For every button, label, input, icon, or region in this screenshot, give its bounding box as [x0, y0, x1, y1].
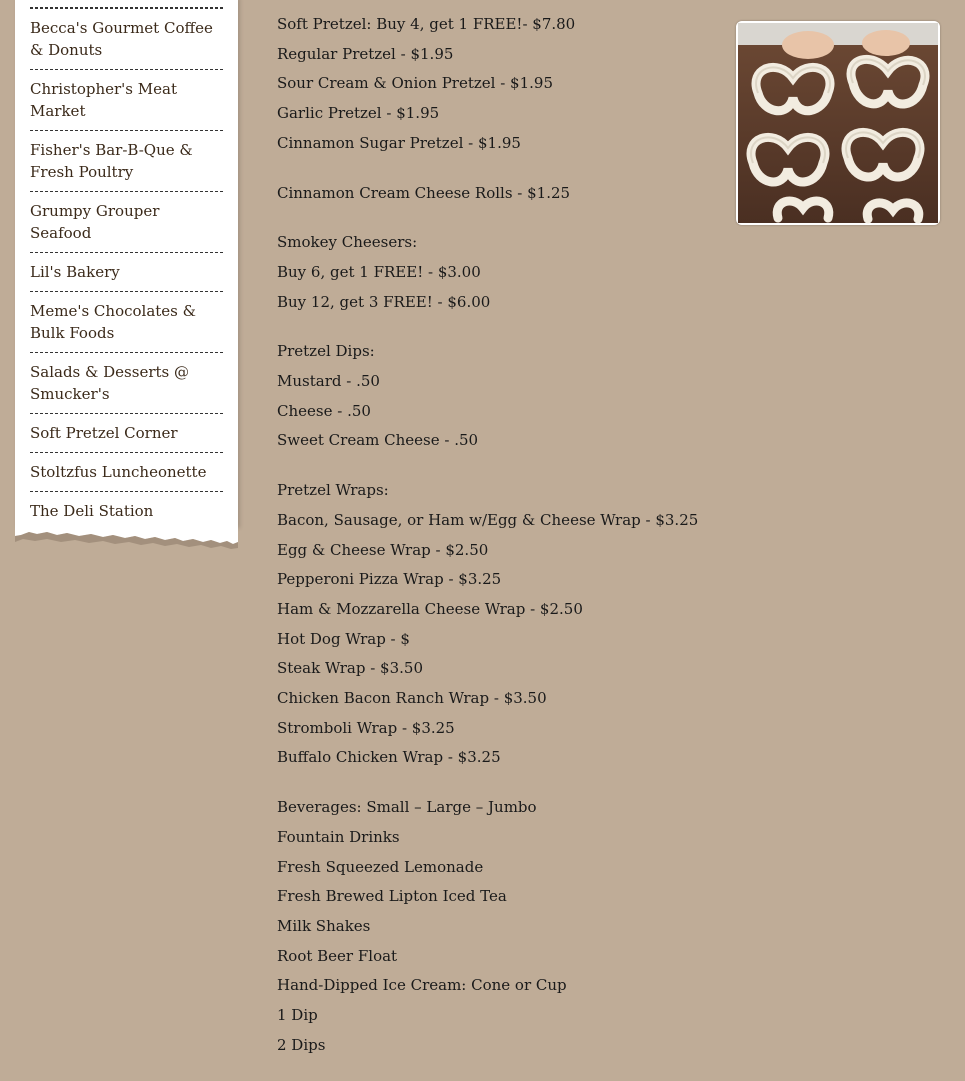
sidebar-link[interactable]: Fisher's Bar-B-Que & Fresh Poultry: [30, 141, 193, 181]
menu-line: 1 Dip: [277, 1006, 318, 1025]
menu-line: Chicken Bacon Ranch Wrap - $3.50: [277, 689, 547, 708]
sidebar-item-beccas[interactable]: [30, 8, 223, 69]
sidebar-link[interactable]: Becca's Gourmet Coffee & Donuts: [30, 19, 213, 59]
sidebar-item-christophers[interactable]: [30, 69, 223, 130]
menu-line: Hot Dog Wrap - $: [277, 629, 410, 648]
menu-line: Fresh Brewed Lipton Iced Tea: [277, 887, 507, 906]
menu-line: Soft Pretzel: Buy 4, get 1 FREE!- $7.80: [277, 15, 576, 33]
menu-heading: Smokey Cheesers:: [277, 233, 418, 252]
menu-content: [277, 10, 717, 1081]
sidebar-item-fishers[interactable]: [30, 130, 223, 191]
menu-line: Sweet Cream Cheese - .50: [277, 431, 479, 450]
wraps-group: [277, 476, 717, 773]
sidebar-item-soft-pretzel[interactable]: [30, 413, 223, 452]
menu-line: Sour Cream & Onion Pretzel - $1.95: [277, 74, 553, 93]
sidebar-link[interactable]: Christopher's Meat Market: [30, 80, 177, 120]
pretzel-dough-photo: [736, 21, 940, 225]
menu-line: Buffalo Chicken Wrap - $3.25: [277, 748, 501, 767]
menu-line: Mustard - .50: [277, 372, 380, 391]
menu-line: Ham & Mozzarella Cheese Wrap - $2.50: [277, 599, 583, 618]
cheesers-group: [277, 228, 717, 317]
sidebar-panel: [15, 0, 238, 528]
sidebar-link[interactable]: Meme's Chocolates & Bulk Foods: [30, 302, 196, 342]
menu-line: Buy 12, get 3 FREE! - $6.00: [277, 292, 491, 311]
menu-line: Garlic Pretzel - $1.95: [277, 104, 440, 123]
sidebar-link[interactable]: The Deli Station: [30, 502, 154, 520]
menu-line: Cheese - .50: [277, 401, 371, 420]
menu-line: Root Beer Float: [277, 946, 398, 965]
menu-line: Fresh Squeezed Lemonade: [277, 857, 484, 876]
menu-heading: Beverages: Small – Large – Jumbo: [277, 798, 537, 817]
sidebar-item-grumpy-grouper[interactable]: [30, 191, 223, 252]
menu-line: Cinnamon Cream Cheese Rolls - $1.25: [277, 183, 571, 202]
sidebar-link[interactable]: Salads & Desserts @ Smucker's: [30, 363, 189, 403]
menu-line: Stromboli Wrap - $3.25: [277, 718, 455, 737]
menu-line: Buy 6, get 1 FREE! - $3.00: [277, 262, 481, 281]
menu-heading: Pretzel Dips:: [277, 342, 375, 361]
menu-line: 2 Dips: [277, 1035, 326, 1054]
menu-line: Hand-Dipped Ice Cream: Cone or Cup: [277, 976, 567, 995]
rolls-group: [277, 179, 717, 209]
sidebar-item-stoltzfus[interactable]: [30, 452, 223, 491]
menu-line: Fountain Drinks: [277, 827, 400, 846]
sidebar-item-salads[interactable]: [30, 352, 223, 413]
beverages-group: [277, 793, 717, 1060]
pretzel-photo-image: [738, 23, 938, 223]
sidebar-torn-edge: [15, 524, 238, 554]
sidebar-link[interactable]: Stoltzfus Luncheonette: [30, 463, 207, 481]
menu-line: Milk Shakes: [277, 916, 371, 935]
menu-line: Steak Wrap - $3.50: [277, 659, 423, 678]
pretzel-group: [277, 10, 717, 159]
dips-group: [277, 337, 717, 456]
sidebar-link[interactable]: Soft Pretzel Corner: [30, 424, 178, 442]
sidebar-link[interactable]: Grumpy Grouper Seafood: [30, 202, 160, 242]
sidebar-item-memes[interactable]: [30, 291, 223, 352]
sidebar-nav: [30, 0, 223, 530]
menu-line: Pepperoni Pizza Wrap - $3.25: [277, 570, 502, 589]
sidebar-link[interactable]: Lil's Bakery: [30, 263, 120, 281]
sidebar-item-lils-bakery[interactable]: [30, 252, 223, 291]
menu-heading: Pretzel Wraps:: [277, 481, 389, 500]
menu-line: Egg & Cheese Wrap - $2.50: [277, 540, 489, 559]
menu-line: Cinnamon Sugar Pretzel - $1.95: [277, 133, 521, 152]
menu-line: Regular Pretzel - $1.95: [277, 44, 454, 63]
menu-line: Bacon, Sausage, or Ham w/Egg & Cheese Wrap - $3.25: [277, 510, 699, 529]
